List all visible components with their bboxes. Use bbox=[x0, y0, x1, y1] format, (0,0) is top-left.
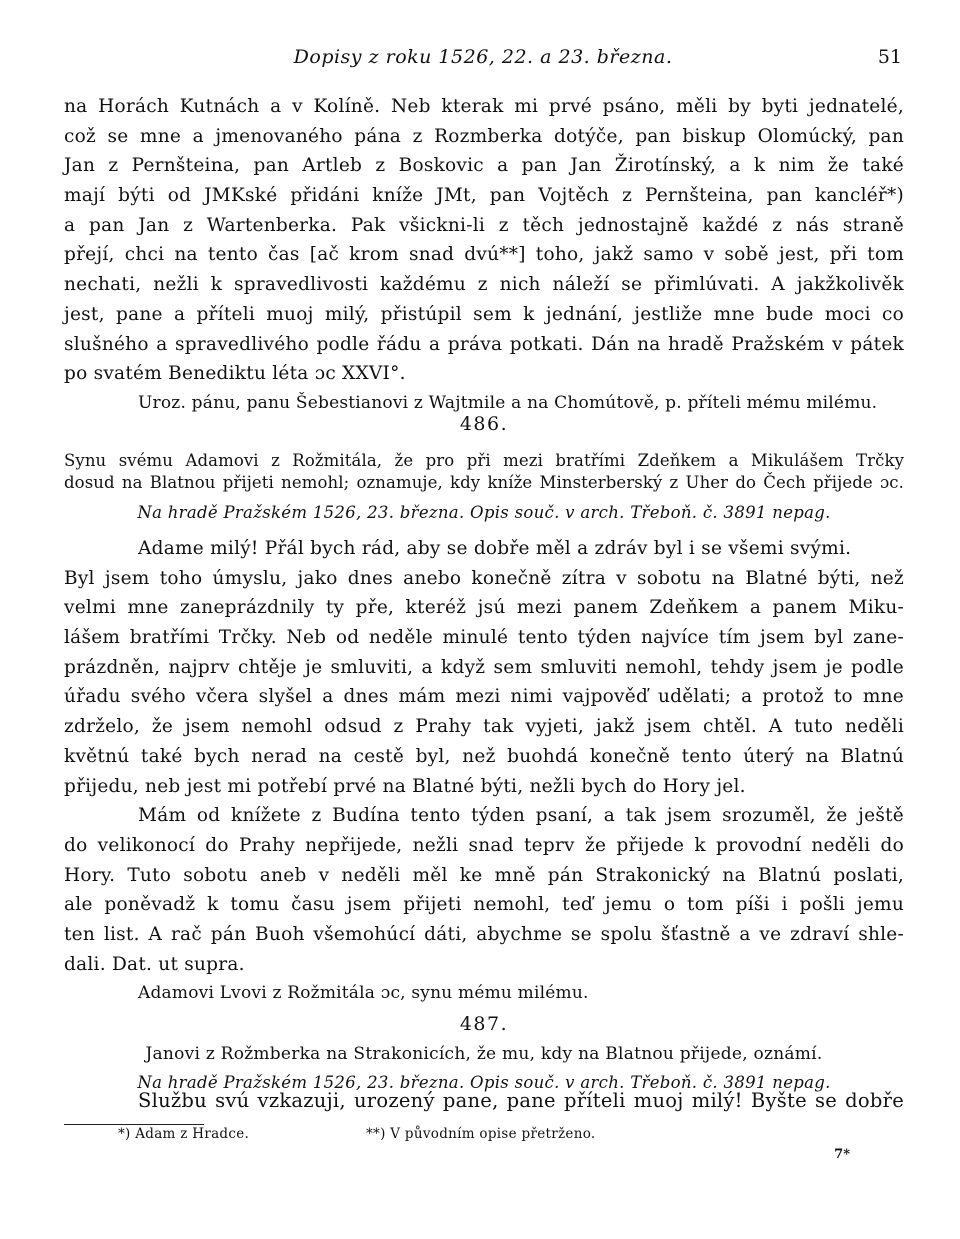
letter-address: Adamovi Lvovi z Rožmitála ɔc, synu mému milému. bbox=[138, 983, 589, 1004]
text-line: jest, pane a příteli muoj milý, přistúpil sem k jednání, jestliže mne bude moci co bbox=[64, 303, 904, 325]
page-number: 51 bbox=[877, 46, 902, 68]
letter-486 bbox=[64, 410, 904, 440]
letter-body bbox=[64, 534, 904, 1009]
letter-summary bbox=[64, 450, 904, 494]
text-line: na Horách Kutnách a v Kolíně. Neb kterak mi prvé psáno, měli by byti jednatelé, bbox=[64, 96, 904, 117]
text-line: do velikonocí do Prahy nepřijede, nežli snad teprv že přijede k provodní neděli do bbox=[64, 834, 904, 856]
text-line: mají býti od JMKské přidáni kníže JMt, pan Vojtěch z Pernšteina, pan kancléř*) bbox=[64, 185, 904, 207]
text-line: přejí, chci na tento čas [ač krom snad dvú**] toho, jakž samo v sobě jest, při tom bbox=[64, 244, 904, 266]
text-line: ale poněvadž k tomu času jsem přijeti nemohl, teď jemu o tom píši i pošli jemu bbox=[64, 894, 904, 916]
text-line: Jan z Pernšteina, pan Artleb z Boskovic a pan Jan Žirotínský, a k nim že také bbox=[64, 155, 904, 177]
text-line: Adame milý! Přál bych rád, aby se dobře měl a zdráv byl i se všemi svými. bbox=[138, 538, 852, 559]
letter-487 bbox=[64, 1010, 904, 1040]
letter-body bbox=[64, 1085, 904, 1117]
footnote-2: **) V původním opise přetrženo. bbox=[366, 1126, 596, 1142]
text-line: ten list. A rač pán Buoh všemohúcí dáti, abychme se spolu šťastně a ve zdraví shle- bbox=[64, 923, 904, 945]
source-note: Na hradě Pražském 1526, 23. března. Opis souč. v arch. Třeboň. č. 3891 nepag. bbox=[137, 1073, 831, 1092]
letter-continuation bbox=[64, 92, 904, 419]
text-line: úřadu svého včera slyšel a dnes mám mezi nimi vajpověď udělati; a protož to mne bbox=[64, 686, 904, 708]
summary-line: Janovi z Rožmberka na Strakonicích, že mu, kdy na Blatnou přijede, oznámí. bbox=[145, 1044, 823, 1064]
running-header bbox=[64, 46, 902, 76]
text-line: dali. Dat. ut supra. bbox=[64, 953, 245, 975]
text-line: velmi mne zaneprázdnily ty pře, kteréž jsú mezi panem Zdeňkem a panem Miku- bbox=[64, 597, 904, 619]
summary-line: dosud na Blatnou přijeti nemohl; oznamuje, kdy kníže Minsterberský z Uher do Čech přijede ɔc. bbox=[64, 473, 904, 492]
text-line: zdrželo, že jsem nemohl odsud z Prahy tak vyjeti, jakž jsem chtěl. A tuto neděli bbox=[64, 716, 904, 738]
signature-mark: 7* bbox=[834, 1147, 850, 1162]
footnote-rule bbox=[64, 1124, 204, 1125]
letter-address: Uroz. pánu, panu Šebestianovi z Wajtmile a na Chomútově, p. příteli mému milému. bbox=[138, 392, 878, 413]
text-line: Mám od knížete z Budína tento týden psaní, a tak jsem srozuměl, že ještě bbox=[138, 805, 904, 827]
letter-summary bbox=[64, 1040, 904, 1070]
source-note: Na hradě Pražském 1526, 23. března. Opis souč. v arch. Třeboň. č. 3891 nepag. bbox=[137, 503, 831, 522]
text-line: Byl jsem toho úmyslu, jako dnes anebo konečně zítra v sobotu na Blatné býti, než bbox=[64, 567, 904, 589]
footnote-1: *) Adam z Hradce. bbox=[118, 1126, 250, 1142]
letter-source bbox=[64, 498, 904, 528]
header-title: Dopisy z roku 1526, 22. a 23. března. bbox=[293, 46, 673, 68]
text-line: Službu svú vzkazuji, urozený pane, pane příteli muoj milý! Byšte se dobře bbox=[138, 1089, 904, 1112]
text-line: a pan Jan z Wartenberka. Pak všickni-li z těch jednostajně každé z nás straně bbox=[64, 214, 904, 236]
letter-number: 486. bbox=[459, 413, 509, 435]
text-line: po svatém Benediktu léta ɔc XXVI°. bbox=[64, 363, 406, 385]
text-line: květnú také bych nerad na cestě byl, než buohdá konečně tento úterý na Blatnú bbox=[64, 745, 904, 767]
letter-number: 487. bbox=[459, 1013, 509, 1035]
text-line: Hory. Tuto sobotu aneb v neděli měl ke mně pán Strakonický na Blatnú poslati, bbox=[64, 864, 904, 886]
text-line: slušného a spravedlivého podle řádu a práva potkati. Dán na hradě Pražském v pátek bbox=[64, 333, 904, 355]
text-line: nechati, nežli k spravedlivosti každému z nich náleží se přimlúvati. A jakžkolivěk bbox=[64, 274, 904, 296]
text-line: přijedu, neb jest mi potřebí prvé na Blatné býti, nežli bych do Hory jel. bbox=[64, 775, 746, 797]
text-line: prázdněn, najprv chtěje je smluviti, a když sem smluviti nemohl, tehdy jsem je podle bbox=[64, 656, 904, 678]
text-line: což se mne a jmenovaného pána z Rozmberka dotýče, pan biskup Olomúcký, pan bbox=[64, 125, 904, 147]
summary-line: Synu svému Adamovi z Rožmitála, že pro při mezi bratřími Zdeňkem a Mikulášem Trčky bbox=[64, 451, 904, 470]
text-line: lášem bratřími Trčky. Neb od neděle minulé tento týden najvíce tím jsem byl zane- bbox=[64, 627, 904, 649]
